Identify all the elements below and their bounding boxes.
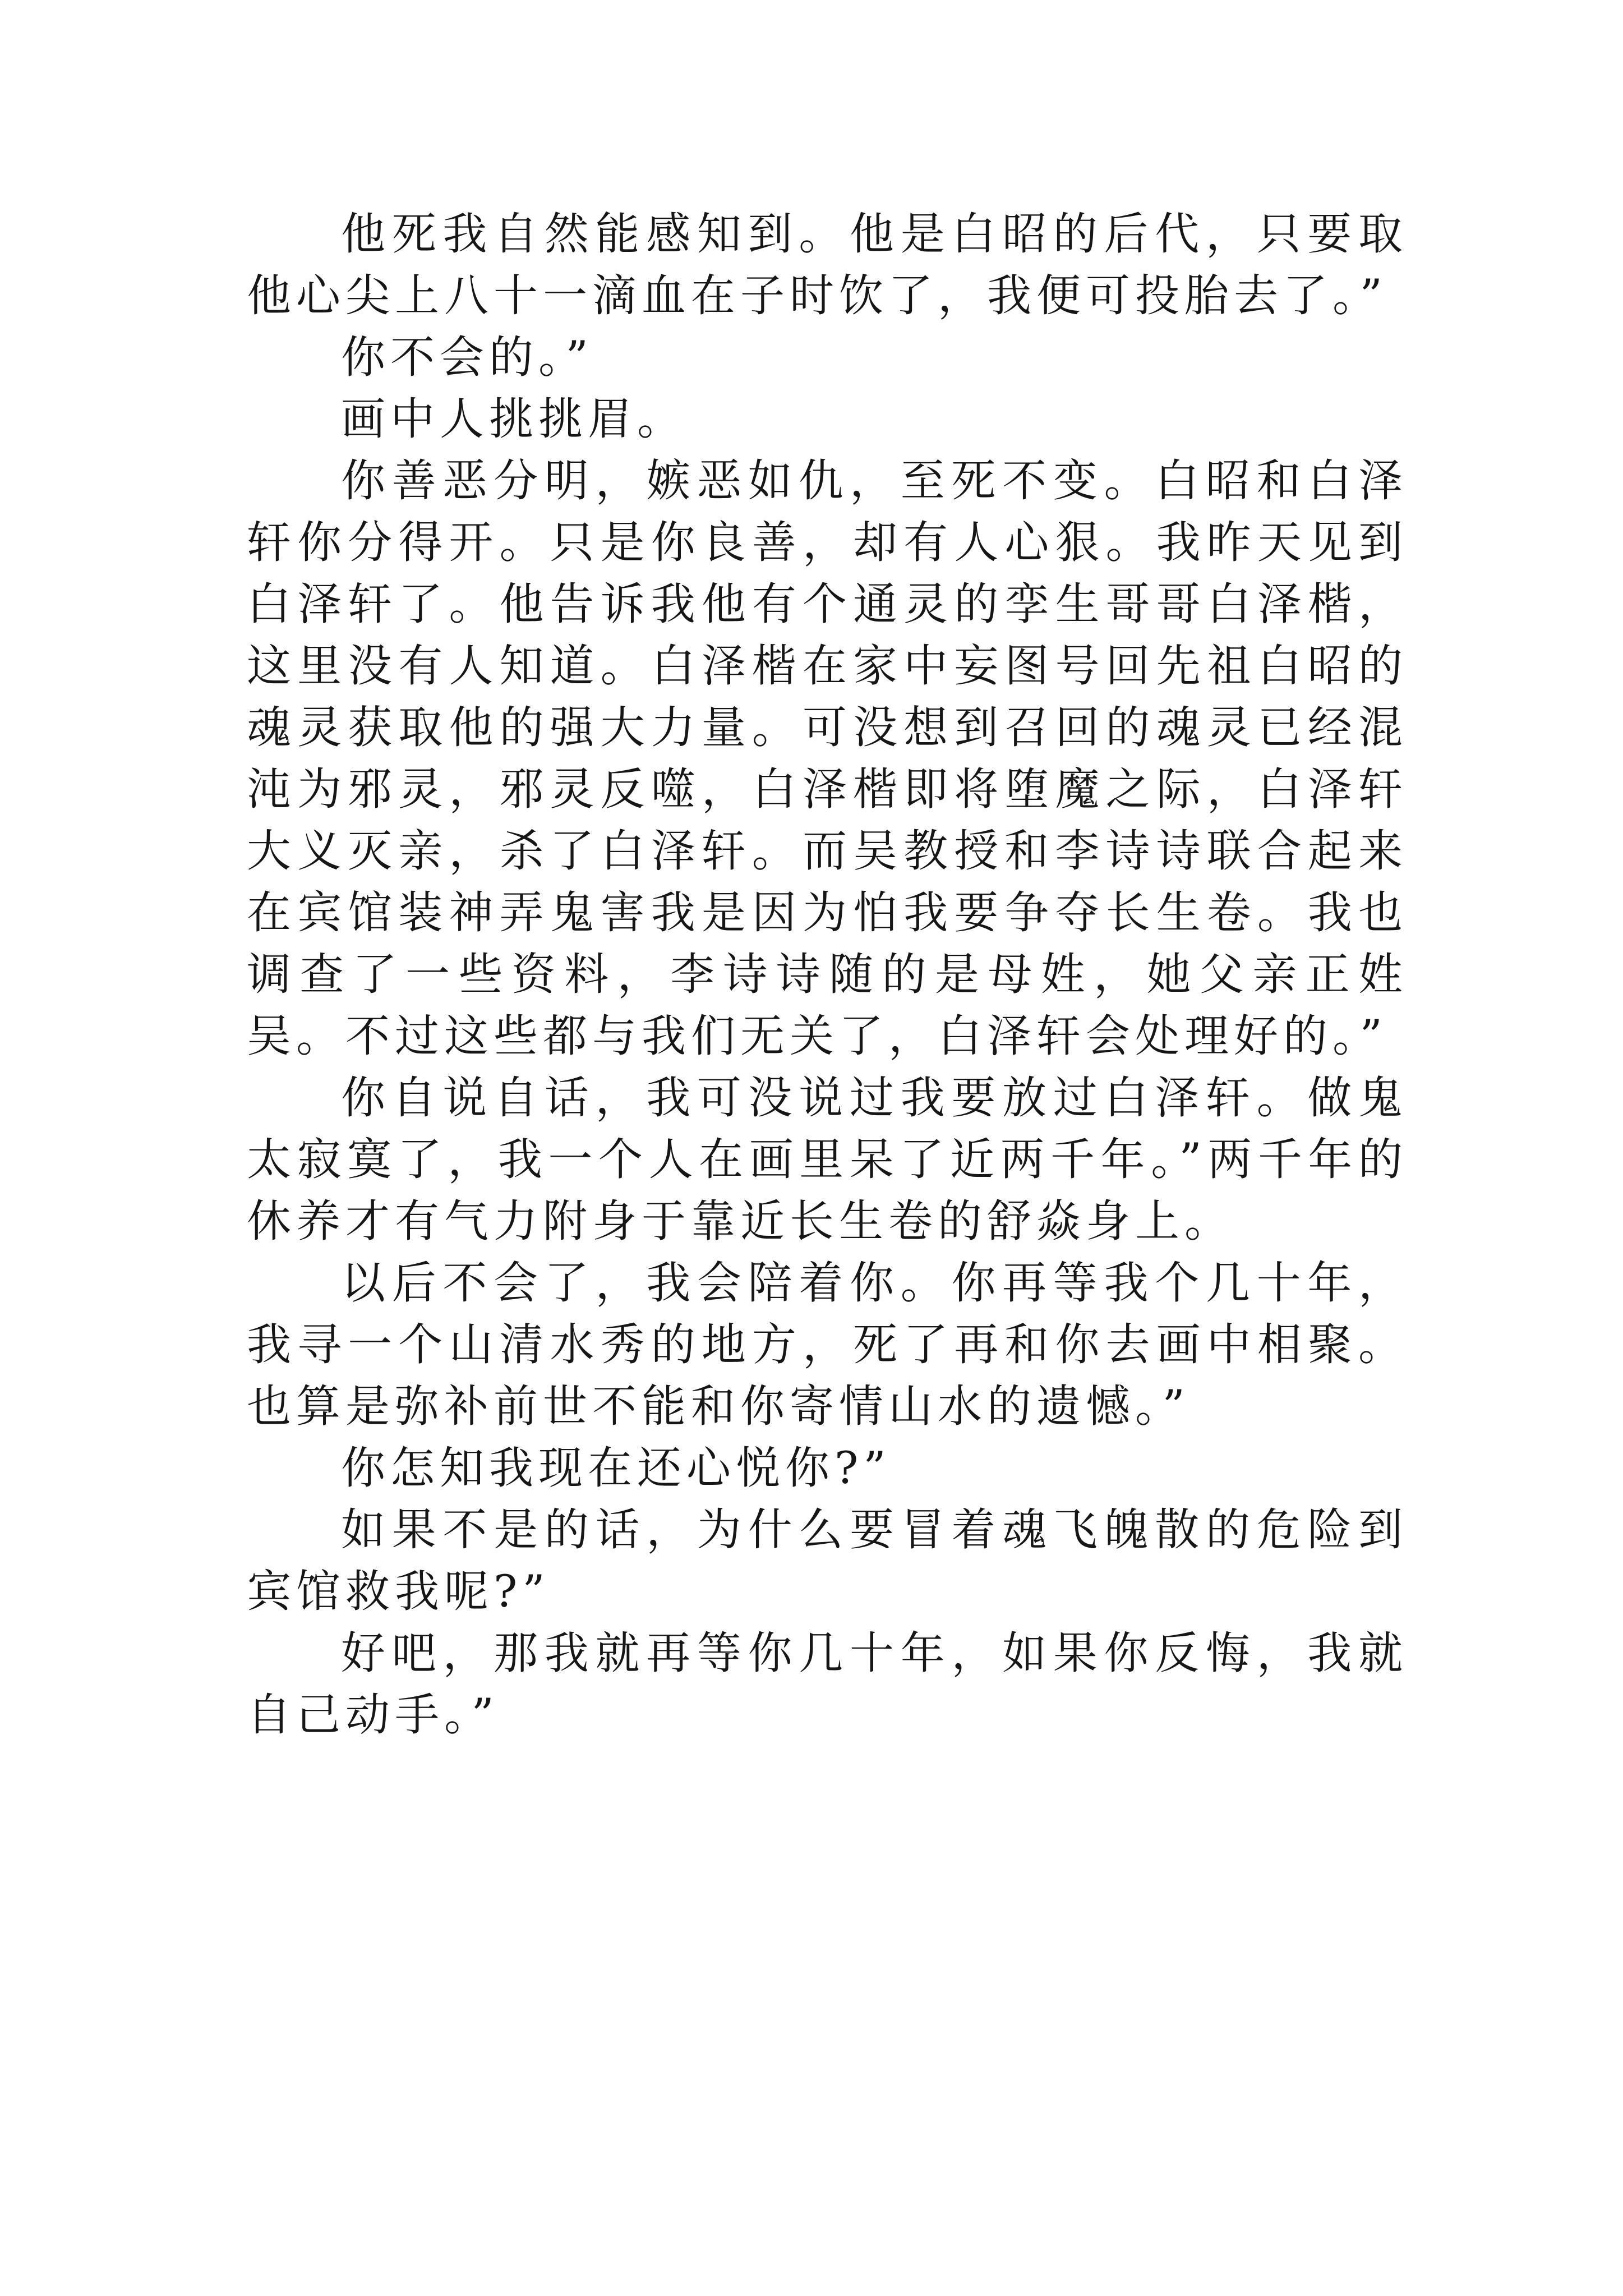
paragraph-3: 画中人挑挑眉。: [341, 393, 686, 445]
paragraph-6: 以后不会了，我会陪着你。你再等我个几十年，我寻一个山清水秀的地方，死了再和你去画中相聚。也算是弥补前世不能和你寄情山水的遗憾。”: [247, 1257, 1408, 1432]
paragraph-5: 你自说自话，我可没说过我要放过白泽轩。做鬼太寂寞了，我一个人在画里呆了近两千年。”两千年的休养才有气力附身于靠近长生卷的舒焱身上。: [247, 1072, 1408, 1247]
paragraph-4: 你善恶分明，嫉恶如仇，至死不变。白昭和白泽轩你分得开。只是你良善，却有人心狠。我昨天见到白泽轩了。他告诉我他有个通灵的孪生哥哥白泽楷，这里没有人知道。白泽楷在家中妄图号回先祖白昭的魂灵获取他的强大力量。可没想到召回的魂灵已经混沌为邪灵，邪灵反噬，白泽楷即将堕魔之际，白泽轩大义灭亲，杀了白泽轩。而吴教授和李诗诗联合起来在宾馆装神弄鬼害我是因为怕我要争夺长生卷。我也调查了一些资料，李诗诗随的是母姓，她父亲正姓吴。不过这些都与我们无关了，白泽轩会处理好的。”: [247, 455, 1408, 1062]
paragraph-1: 他死我自然能感知到。他是白昭的后代，只要取他心尖上八十一滴血在子时饮了，我便可投胎去了。”: [247, 208, 1408, 321]
paragraph-2: 你不会的。”: [341, 332, 593, 383]
paragraph-7: 你怎知我现在还心悦你?”: [341, 1442, 891, 1494]
paragraph-9: 好吧，那我就再等你几十年，如果你反悔，我就自己动手。”: [247, 1627, 1408, 1741]
document-page: [247, 203, 1408, 1746]
paragraph-8: 如果不是的话，为什么要冒着魂飞魄散的危险到宾馆救我呢?”: [247, 1504, 1408, 1617]
